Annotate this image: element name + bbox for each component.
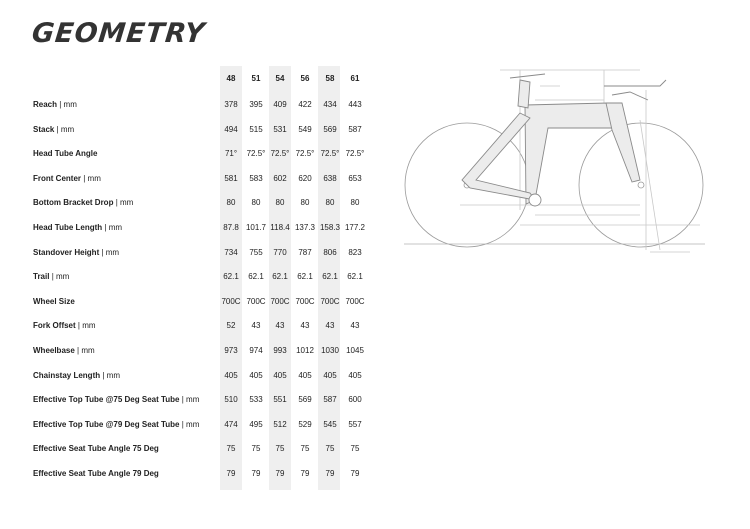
table-cell: 75 [300,444,310,454]
table-cell: 405 [298,370,312,380]
table-cell: 770 [273,247,287,257]
table-cell: 43 [275,321,285,331]
table-cell: 587 [348,124,362,134]
size-header-54: 54 [275,74,285,83]
size-header-51: 51 [251,74,261,83]
row-label-unit: | mm [104,223,123,232]
row-label-name: Chainstay Length [33,370,101,380]
table-cell: 75 [251,444,261,454]
table-cell: 510 [224,395,238,405]
table-cell: 52 [226,321,236,331]
table-cell: 529 [298,419,312,429]
table-cell: 602 [273,173,287,183]
row-label-unit: | mm [77,346,95,355]
table-cell: 101.7 [245,223,267,232]
table-cell: 531 [273,124,287,134]
table-cell: 755 [249,247,263,257]
page-title: GEOMETRY [30,18,207,49]
table-cell: 700C [246,296,266,306]
table-cell: 422 [298,100,312,109]
table-cell: 495 [249,419,263,429]
table-cell: 823 [348,247,362,257]
fork-icon [606,103,640,182]
table-cell: 79 [275,469,285,478]
table-cell: 405 [273,370,287,380]
table-cell: 700C [270,296,290,306]
row-label-unit: | mm [51,272,70,282]
table-cell: 583 [249,173,263,183]
table-cell: 177.2 [344,223,366,232]
seatpost-icon [518,80,530,108]
row-label-name: Bottom Bracket Drop [33,198,114,208]
table-cell: 409 [273,100,287,109]
size-header-48: 48 [226,74,236,83]
table-cell: 79 [226,469,236,478]
row-label-unit: | mm [83,173,101,183]
row-label-name: Stack [33,124,55,134]
table-cell: 80 [251,198,261,208]
table-cell: 973 [224,346,238,355]
table-cell: 443 [348,100,362,109]
table-cell: 62.1 [347,272,363,282]
table-cell: 494 [224,124,238,134]
frame-main-icon [525,103,618,204]
row-label-name: Head Tube Length [33,223,103,232]
table-cell: 43 [325,321,335,331]
row-label-name: Front Center [33,173,81,183]
row-label-name: Trail [33,272,50,282]
table-cell: 581 [224,173,238,183]
table-cell: 734 [224,247,238,257]
row-label-unit: | mm [59,100,77,109]
rear-triangle-icon [462,113,535,200]
table-cell: 395 [249,100,263,109]
row-label-name: Effective Seat Tube Angle 79 Deg [33,469,159,478]
table-cell: 474 [224,419,238,429]
size-header-56: 56 [300,74,310,83]
table-cell: 80 [325,198,335,208]
table-cell: 80 [300,198,310,208]
table-cell: 700C [221,296,241,306]
table-cell: 600 [348,395,362,405]
table-cell: 62.1 [272,272,288,282]
table-cell: 158.3 [319,223,341,232]
table-cell: 72.5° [270,149,290,159]
row-label-name: Wheel Size [33,296,75,306]
row-label-name: Fork Offset [33,321,76,331]
table-cell: 1012 [296,346,314,355]
saddle-icon [510,74,545,78]
table-cell: 569 [323,124,337,134]
table-cell: 515 [249,124,263,134]
table-cell: 806 [323,247,337,257]
table-cell: 75 [325,444,335,454]
table-cell: 512 [273,419,287,429]
table-cell: 569 [298,395,312,405]
size-header-61: 61 [350,74,360,83]
row-label-unit: | mm [115,198,134,208]
table-cell: 80 [226,198,236,208]
table-cell: 434 [323,100,337,109]
table-cell: 653 [348,173,362,183]
table-cell: 700C [320,296,340,306]
table-cell: 43 [300,321,310,331]
row-label-unit: | mm [181,419,200,429]
aerobar-icon [604,80,666,86]
table-cell: 79 [251,469,261,478]
table-cell: 787 [298,247,312,257]
table-cell: 75 [226,444,236,454]
table-cell: 72.5° [345,149,365,159]
table-cell: 700C [295,296,315,306]
table-cell: 75 [350,444,360,454]
row-label-name: Reach [33,100,58,109]
table-cell: 62.1 [322,272,338,282]
table-cell: 43 [251,321,261,331]
table-cell: 79 [300,469,310,478]
table-cell: 549 [298,124,312,134]
table-cell: 118.4 [270,223,290,232]
table-cell: 533 [249,395,263,405]
row-label-unit: | mm [102,370,120,380]
table-cell: 62.1 [248,272,264,282]
table-cell: 974 [249,346,263,355]
table-cell: 620 [298,173,312,183]
table-cell: 62.1 [223,272,239,282]
table-cell: 71° [224,149,238,159]
table-cell: 587 [323,395,337,405]
table-cell: 551 [273,395,287,405]
table-cell: 405 [348,370,362,380]
row-label-name: Standover Height [33,247,100,257]
row-label-name: Wheelbase [33,346,75,355]
table-cell: 1030 [321,346,339,355]
row-label-unit: | mm [101,247,120,257]
table-cell: 405 [323,370,337,380]
row-label-unit: | mm [181,395,200,405]
table-cell: 72.5° [320,149,340,159]
table-cell: 80 [350,198,360,208]
table-cell: 137.3 [294,223,316,232]
table-cell: 557 [348,419,362,429]
table-cell: 79 [325,469,335,478]
table-cell: 700C [345,296,365,306]
table-cell: 80 [275,198,285,208]
table-cell: 993 [273,346,287,355]
front-wheel-icon [579,123,703,247]
row-label-unit: | mm [56,124,75,134]
table-cell: 75 [275,444,285,454]
table-cell: 638 [323,173,337,183]
row-label-name: Head Tube Angle [33,149,98,159]
row-label-name: Effective Seat Tube Angle 75 Deg [33,444,159,454]
row-label-name: Effective Top Tube @75 Deg Seat Tube [33,395,180,405]
table-cell: 545 [323,419,337,429]
table-cell: 72.5° [295,149,315,159]
table-cell: 87.8 [223,223,239,232]
chainring-icon [529,194,541,206]
table-cell: 405 [249,370,263,380]
table-cell: 378 [224,100,238,109]
table-cell: 72.5° [246,149,266,159]
row-label-unit: | mm [77,321,96,331]
table-cell: 43 [350,321,360,331]
table-cell: 1045 [346,346,364,355]
table-cell: 79 [350,469,360,478]
table-cell: 62.1 [297,272,313,282]
row-label-name: Effective Top Tube @79 Deg Seat Tube [33,419,180,429]
table-cell: 405 [224,370,238,380]
size-header-58: 58 [325,74,335,83]
